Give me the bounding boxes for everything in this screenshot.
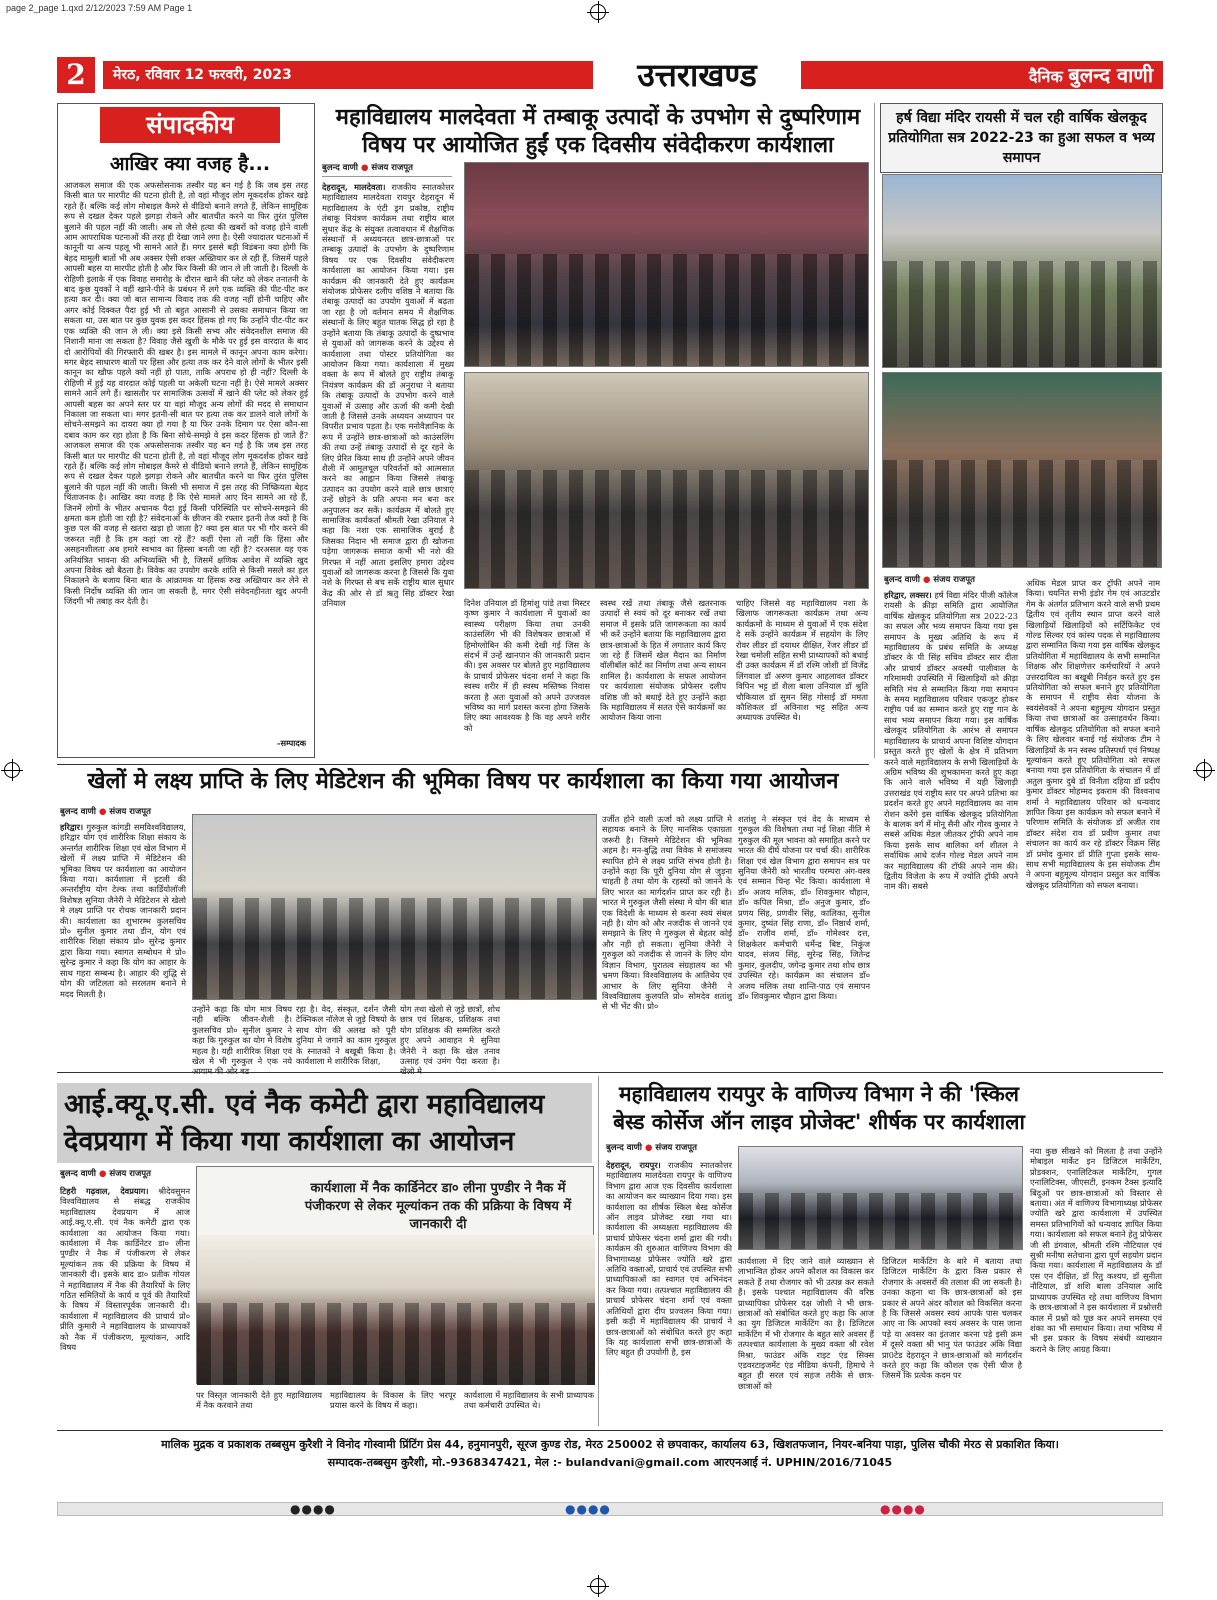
story3-headline: खेलों मे लक्ष्य प्राप्ति के लिए मेडिटेशन की भूमिका विषय पर कार्यशाला का किया गया आयोजन	[87, 769, 839, 794]
story1-headline: महाविद्यालय मालदेवता में तम्बाकू उत्पादों के उपभोग से दुष्परिणाम विषय पर आयोजित हुईं एक दिवसीय संवेदीकरण कार्यशाला	[335, 105, 861, 158]
story1-photo-students	[464, 372, 869, 589]
story5-column-1	[606, 1160, 732, 1426]
dateline-banner: मेरठ, रविवार 12 फरवरी, 2023	[103, 61, 593, 89]
story5-dateline: देहरादून, रायपुर।	[606, 1160, 661, 1170]
bullet-icon: ●	[98, 807, 107, 817]
imprint-line-1: मालिक मुद्रक व प्रकाशक तब्बसुम कुरैशी ने विनोद गोस्वामी प्रिंटिंग प्रेस 44, हनुमानपुरी, सूरज कुण्ड रोड, मेरठ 250002 से छपवाकर, कार्यालय 63, खिशतफजान, नियर-बनिया पाड़ा, पुलिस चौकी मेरठ से प्रकाशित किया।	[161, 1438, 1059, 1451]
story4-column-2: पर विस्तृत जानकारी देते हुए महाविद्यालय में नैक करवाने तथा	[196, 1390, 322, 1411]
story5-headline: महाविद्यालय रायपुर के वाणिज्य विभाग ने की 'स्किल बेस्ड कोर्सेज ऑन लाइव प्रोजेक्ट' शीर्षक पर कार्यशाला	[613, 1082, 1025, 1134]
page-number: 2	[57, 57, 95, 93]
color-dots-icon: ●●●●	[880, 1502, 926, 1516]
story4-column-1	[60, 1186, 190, 1422]
story1-dateline: देहरादून, मालदेवता।	[322, 182, 386, 192]
section-title: उत्तराखण्ड	[637, 56, 757, 94]
story4-byline	[60, 1168, 151, 1179]
story5-column-4: नया कुछ सीखने को मिलता है तथा उन्होंने मोबाइल मार्केट इन डिजिटल मार्केटिंग, प्रोडक्शन, एनालिटिकल मार्केटिंग, गुगल एनालिटिक्स, जीएसटी, इनकम टैक्स इत्यादि बिंदुओं पर छात्र-छात्राओं को विस्तार से बताया। अंत में वाणिज्य विभागाध्यक्ष प्रोफेसर ज्योति खरे द्वारा कार्यशाला में उपस्थित समस्त प्रतिभागियों को धन्यवाद ज्ञापित किया गया। कार्यशाला को सफल बनाने हेतु प्रोफेसर जी सी डंगवाल, श्रीमती रश्मि नौटियाल एवं सुश्री मनीषा सतेचाना द्वारा पूर्ण सहयोग प्रदान किया गया। कार्यशाला में महाविद्यालय के डॉ एस एन दीक्षित, डॉ रितु कश्यप, डॉ सुनीता नौटियाल, डॉ शशि बाला उनियाल आदि प्राध्यापक उपस्थित रहे तथा वाणिज्य विभाग के छात्र-छात्राओं ने इस कार्यशाला में प्रश्नोत्तरी काल में प्रश्नों को पूछ कर अपने समस्या एवं शंका का भी समाधान किया। तथा भविष्य में भी इस प्रकार के विषय संबंधी व्याख्यान कराने के लिए आग्रह किया।	[1030, 1146, 1162, 1354]
bullet-icon: ●	[360, 163, 369, 173]
registration-mark-icon	[590, 1578, 606, 1594]
footer-rule	[57, 1430, 1163, 1431]
column-rule	[874, 103, 875, 758]
imprint-footer	[57, 1432, 1163, 1478]
paper-prefix: दैनिक	[1028, 67, 1063, 86]
byline-author: संजय राजपूत	[655, 1143, 697, 1153]
story3-byline	[60, 806, 151, 817]
story2-column-2: अधिक मेडल प्राप्त कर ट्रॉफी अपने नाम किया। चयनित सभी इंडोर गेम एवं आउटडोर गेम के अंतर्गत प्रतिभाग करने वाले सभी प्रथम द्वितीय एवं तृतीय स्थान प्राप्त करने वाले खिलाड़ियों खिलाड़ियों को सर्टिफिकेट एवं गोल्ड सिल्वर एवं कांस्य पदक से महाविद्यालय द्वारा सम्मानित किया गया इस वार्षिक खेलकूद प्रतियोगिता में महाविद्यालय के सभी सम्मानित शिक्षक और शिक्षणेत्तर कर्मचारियों ने अपने उत्तरदायित्व का बखूबी निर्वहन करते हुए इस प्रतियोगिता को सफल बनाने हुए प्रतियोगिता के समापन में राष्ट्रीय सेवा योजना के स्वयंसेवकों ने अपना बहुमूल्य योगदान प्रस्तुत किया तथा छात्राओं का उत्साहवर्धन किया। वार्षिक खेलकूद प्रतियोगिता को सफल बनाने के लिए खेलवार बनाई गई संयोजक टीम ने खिलाड़ियों के मन स्वस्थ प्रतिस्पर्धा एवं निष्पक्ष मूल्यांकन करते हुए प्रतियोगिता को सफल बनाया गया इस प्रतियोगिता के संचालन में डॉ अतुल कुमार दुबे डॉ विनीता दहिया डॉ प्रदीप कुमार डॉक्टर मोहम्मद इकराम की विश्वनाथ शर्मा ने महाविद्यालय परिवार को धन्यवाद ज्ञापित किया इस कार्यक्रम को सफल बनाने में परिणाम समिति के संयोजक डॉ अजीत राव डॉक्टर संदेश राव डॉ प्रवीण कुमार तथा संचालन का कार्य कर रहे डॉक्टर विक्रम सिंह डॉ प्रमोद कुमार डॉ प्रीति गुप्ता इसके साथ-साथ सभी महाविद्यालय के इस संयोजक टीम ने अपना बहुमूल्य योगदान प्रस्तुत कर वार्षिक खेलकूद प्रतियोगिता को सफल बनाया।	[1026, 578, 1160, 890]
story3-column-6: शतांशु ने संस्कृत एवं वेद के माध्यम से गुरुकुल की विशेषता तथा नई शिक्षा नीति मे गुरुकुल की मूल भावना को समाहित करने पर भारत की दीर्घ योजना पर चर्चा की। शारीरिक शिक्षा एवं खेल विभाग द्वारा समापन सत्र पर सुनिया जैनेरी को भारतीय परम्परा अंग-वस्त्र एवं सम्मान चिन्ह भेंट किया। कार्यशाला मे डॉ० अजय मलिक, डॉ० शिवकुमार चौहान, डॉ० कपिल मिश्रा, डॉ० अनुज कुमार, डॉ० प्रणय सिंह, प्रणवीर सिंह, कालिका, सुनील कुमार, दुष्यंत सिंह राणा, डॉ० निष्ठार्थ शर्मा, डॉ० राजीव शर्मा, डॉ० गोमेश्वर दत्त, शिक्षकेतर कर्मचारी धर्मेन्द्र बिष्ट, निकुंज यादव, संजय सिंह, सुरेन्द्र सिंह, जितेन्द्र कुमार, कुलदीप, जगेन्द्र कुमार तथा शोध छात्र उपस्थित रहे। कार्यक्रम का संचालन डॉ० अजय मलिक तथा शान्ति-पाठ एवं समापन डॉ० शिवकुमार चौहान द्वारा किया।	[738, 814, 870, 1001]
byline-paper: बुलन्द वाणी	[322, 163, 358, 173]
story1-text-1: राजकीय स्नातकोत्तर महाविद्यालय मालदेवता रायपुर देहरादून में महाविद्यालय के एंटी ड्रग प्रकोष्ठ, राष्ट्रीय तंबाकू नियंत्रण कार्यक्रम तथा राष्ट्रीय बाल सुधार केंद्र के संयुक्त तत्वावधान में शैक्षणिक संस्थानों में अध्ययनरत छात्र-छात्राओं पर तम्बाकू उत्पादों के उपभोग के दुष्परिणाम विषय पर एक दिवसीय संवेदीकरण कार्यशाला का आयोजन किया गया। इस कार्यक्रम की जानकारी देते हुए कार्यक्रम संयोजक प्रोफेसर दलीप वशिष्ठ ने बताया कि तंबाकू उत्पादों का उपयोग युवाओं में बढ़ता जा रहा है जो वर्तमान समय में शैक्षणिक संस्थानों के लिए बहुत घातक सिद्ध हो रहा है उन्होंने बताया कि तंबाकू उत्पादों के दुष्प्रभाव से युवाओं को जागरूक करने के उद्देश्य से कार्यशाला तथा पोस्टर प्रतियोगिता का आयोजन किया गया। कार्यशाला में मुख्य वक्ता के रूप में बोलते हुए राष्ट्रीय तंबाकू नियंत्रण कार्यक्रम की डॉ अनुराधा ने बताया कि तंबाकू उत्पादों के उपभोग करने वाले युवाओं में उत्साह और ऊर्जा की कमी देखी जाती है जिससे उनके अध्ययन अध्यापन पर विपरीत प्रभाव पड़ता है। एक मनोवैज्ञानिक के रूप में उन्होंने छात्र-छात्राओं को काउंसलिंग की तथा उन्हें तंबाकू उत्पादों से दूर रहने के लिए प्रेरित किया साथ ही उन्होंने अपने जीवन शैली में आमूलचूल परिवर्तनों को आत्मसात करने का आह्वान किया जिससे तंबाकू उत्पादन का उपयोग करने वाले छात्र छात्राएं उन्हें छोड़ने के प्रति अपना मन बना कर अनुपालन कर सकें। कार्यक्रम में बोलते हुए सामाजिक कार्यकर्ता श्रीमती रेखा उनियाल ने कहा कि नशा एक सामाजिक बुराई है जिसका निदान भी समाज द्वारा ही खोजना पड़ेगा जागरूक समाज कभी भी नशे की गिरफ्त में नहीं आता इसलिए हमारा उद्देश्य युवाओं को जागरूक करना है जिससे कि युवा नशे के गिरफ्त से बच सकें राष्ट्रीय बाल सुधार केंद्र की ओर से डॉ ऋतु सिंह डॉक्टर रेखा उनियाल	[322, 182, 454, 609]
story3-text-1: गुरुकुल कांगड़ी समविश्वविद्यालय, हरिद्वार योग एवं शारीरिक शिक्षा संकाय के अन्तर्गत शारीरिक शिक्षा एवं खेल विभाग में खेलों में लक्ष्य प्राप्ति में मेडिटेशन की भूमिका विषय पर कार्यशाला का आयोजन किया गया। कार्यशाला में इटली की अन्तर्राष्ट्रीय योग टेल्क तथा कार्डियोलॉजी विशेषज्ञ सुनिया जैनेरी ने मेडिटेशन से खेलो मे लक्ष्य प्राप्ति पर रोचक जानकारी प्रदान की। कार्यशाला का शुभारम्भ कुलसचिव प्रो० सुनील कुमार तथा डीन, योग एवं शारीरिक शिक्षा संकाय प्रो० सुरेन्द्र कुमार द्वारा किया गया। स्वागत सम्बोधन मे प्रो० सुरेन्द्र कुमार ने कहा कि योग का आहार के साथ गहरा सम्बन्ध है। आहार की शुद्धि से योग की जटिलता को सरलतम बनाने मे मदद मिलती है।	[60, 822, 186, 999]
story3-column-4: योग तथा खेलो से जुड़े छात्रों, शोध छात्र एवं शिक्षक, प्रशिक्षक तथा योग प्रशिक्षक की सम्मलित करते हुए अपने आवाहन मे सुनिया जैनेरी ने कहा कि खेल तनाव उत्साह एवं उमंग पैदा करता है।	[400, 1004, 500, 1067]
registration-mark-icon	[590, 4, 606, 20]
story2-column-1	[884, 590, 1018, 1060]
story1-column-4: चाहिए जिससे वह महाविद्यालय नशा के खिलाफ जागरूकता कार्यक्रम तथा अन्य कार्यक्रमों के माध्यम से युवाओं में एक संदेश दे सकें उन्होंने कार्यक्रम में सहयोग के लिए रोवर लीडर डॉ दयाधर दीक्षित, रेंजर लीडर डॉ रेखा चमोली सहित सभी प्राध्यापकों को बधाई दी उक्त कार्यक्रम में डॉ रश्मि जोशी डॉ विजेंद्र लिंगवाल डॉ अरुण कुमार आहलावत डॉक्टर विपिन भट्ट डॉ शैला बाला उनियाल डॉ श्रुति चौकियाल डॉ सुमन सिंह गोसाईं डॉ ममता कौशिकल डॉ अविनाश भट्ट सहित अन्य अध्यापक उपस्थित थे।	[736, 598, 868, 723]
story5-column-3: डिजिटल मार्केटिंग के बारे में बताया तथा डिजिटल मार्केटिंग के द्वारा किस प्रकार से रोजगार के अवसरों की तलाश की जा सकती है। उनका कहना था कि छात्र-छात्राओं को इस प्रकार से अपने अंदर कौशल को विकसित करना है कि जिससे अवसर स्वयं आपके पास चलकर आए ना कि आपको स्वयं अवसर के पास जाना पड़े या अवसर का इंतजार करना पड़े इसी क्रम में दूसरे वक्ता श्री भानु पंत फाउंडर अंकि विद्या प्रा0टेड देहरादून ने छात्र-छात्राओं को मार्गदर्शन करते हुए कहा कि कौशल एक ऐसी चीज है जिसमें कि प्रत्येक कदम पर	[882, 1256, 1022, 1381]
byline-paper: बुलन्द वाणी	[60, 807, 96, 817]
story4-photo-caption: कार्यशाला में नैक कार्डिनेटर डा० लीना पुण्डीर ने नैक में पंजीकरण से लेकर मूल्यांकन तक की प्रक्रिया के विषय में जानकारी दी	[304, 1181, 572, 1232]
story5-text-1: राजकीय स्नातकोत्तर महाविद्यालय मालदेवता रायपुर के वाणिज्य विभाग द्वारा आज एक दिवसीय कार्यशाला का आयोजन कर व्याख्यान दिया गया। इस कार्यशाला का शीर्षक स्किल बेस्ड कोर्सेज ऑन लाइव प्रोजेक्ट रखा गया था। कार्यशाला की अध्यक्षता महाविद्यालय की प्राचार्य प्रोफेसर चंदना शर्मा द्वारा की गयी। कार्यक्रम की शुरुआत वाणिज्य विभाग की विभागाध्यक्ष प्रोफेसर ज्योति खरे द्वारा अतिथि वक्ताओं, प्राचार्य एवं उपस्थित सभी प्राध्यापिकाओं का स्वागत एवं अभिनंदन कर किया गया। तत्पश्चात महाविद्यालय की प्राचार्य प्रोफेसर चंदना शर्मा एवं वक्ता अतिथियों द्वारा दीप प्रज्वलन किया गया। इसी कड़ी में महाविद्यालय की प्राचार्य ने छात्र-छात्राओं को संबोधित करते हुए कहा कि यह कार्यशाला सभी छात्र-छात्राओं के लिए बहुत ही उपयोगी है, इस	[606, 1160, 732, 1358]
story1-column-2: दिनेश उनियाल डॉ हिमांशु पांडे तथा मिस्टर कृष्ण कुमार ने कार्यशाला में युवाओं का स्वास्थ्य परीक्षण किया तथा उनकी काउंसलिंग भी की विशेषकर छात्राओं में हिमोग्लोबिन की कमी देखी गई जिस के संदर्भ में उन्हें खानपान की जानकारी प्रदान की। इस अवसर पर बोलते हुए महाविद्यालय के प्राचार्य प्रोफेसर चंदना शर्मा ने कहा कि स्वस्थ शरीर में ही स्वस्थ मस्तिष्क निवास करता है अतः युवाओं को अपने उज्जवल भविष्य का मार्ग प्रशस्त करना होगा जिसके लिए क्या आवश्यक है कि वह अपने शरीर को	[464, 598, 590, 733]
column-rule	[598, 1076, 599, 1426]
story1-column-3: स्वस्थ रखें तथा तंबाकू जैसे खतरनाक उत्पादों से स्वयं को दूर बनाकर रखें तथा समाज में इसके प्रति जागरूकता का कार्य भी करें उन्होंने बताया कि महाविद्यालय द्वारा छात्र-छात्राओं के हित में लगातार कार्य किए जा रहे हैं जिसमें खेल मैदान का निर्माण वॉलीबॉल कोर्ट का निर्माण तथा अन्य साधन शामिल है। कार्यशाला के सफल आयोजन पर कार्यशाला संयोजक प्रोफेसर दलीप वशिष्ठ जी को बधाई देते हुए उन्होंने कहा कि महाविद्यालय में सतत ऐसे कार्यक्रमों का आयोजन किया जाना	[600, 598, 726, 723]
story1-column-1	[322, 182, 454, 609]
story3-photo-workshop	[192, 814, 597, 1000]
byline-paper: बुलन्द वाणी	[606, 1143, 642, 1153]
story2-byline	[884, 574, 975, 585]
story2-headline: हर्ष विद्या मंदिर रायसी में चल रही वार्षिक खेलकूद प्रतियोगिता सत्र 2022-23 का हुआ सफल व भव्य समापन	[888, 110, 1155, 166]
byline-author: संजय राजपूत	[109, 1169, 151, 1179]
paper-masthead	[801, 61, 1163, 89]
story3-column-5: उर्जीत होने वाली ऊर्जा को लक्ष्य प्राप्ति मे सहायक बनाने के लिए मानसिक एकाग्रता जरूरी है। जिसमे मेडिटेशन की भूमिका अहम है। मन-बुद्धि तथा विवेक मे समांजस्य स्थापित होने से लक्ष्य प्राप्ति संभव होती है। उन्होंने कहा कि पूरी दुनिया योग से जुड़ना चाहती है तथा योग के रहस्यों को जानने के लिए भारत का मार्गदर्शन प्राप्त कर रही है। भारत मे गुरुकुल जैसी संस्था मे योग की बात एक विदेशी के माध्यम से करना स्वयं संबल नही है। योग को और नजदीक से जानने एवं समझाने के लिए मे गुरुकुल से बेहतर कोई और नही हो सकता। सुनिया जैनेरी ने गुरुकुल को नजदीक से जानने के लिए योग विज्ञान विभाग, पुरातत्व संग्रहालय का भी भ्रमण किया। विश्वविद्यालय के आतिथेय एवं आभार के लिए सुनिया जैनेरी ने विश्वविद्यालय कुलपति प्रो० सोमदेव शतांशु से भी भेंट की। प्रो०	[602, 814, 732, 1012]
story2-dateline: हरिद्वार, लक्सर।	[884, 590, 932, 600]
story4-headline: आई.क्यू.ए.सी. एवं नैक कमेटी द्वारा महाविद्यालय देवप्रयाग में किया गया कार्यशाला का आयोजन	[64, 1089, 545, 1157]
bullet-icon: ●	[644, 1143, 653, 1153]
story4-dateline: टिहरी गढ़वाल, देवप्रयाग।	[60, 1186, 149, 1196]
editorial-body: आजकल समाज की एक अफसोसनाक तस्वीर यह बन गई है कि जब इस तरह किसी बात पर मारपीट की घटना होती है, तो वहां मौजूद लोग मूकदर्शक होकर खड़े रहते हैं। बल्कि कई लोग मोबाइल कैमरे से वीडियो बनाने लगते हैं, लेकिन सामूहिक रूप से दखल देकर पहले झगड़ा रोकने और बातचीत करने या फिर तुरंत पुलिस बुलाने की पहल नहीं की जाती। अब तो जैसे हत्या की खबरों को वजह होने वाली आम आपराधिक घटनाओं की तरह ही देखा जाने लगा है। ऐसी ज्यादातर घटनाओं में कानूनी या अन्य पहलू भी सामने आते हैं। मगर इससे बड़ी विडंबना क्या होगी कि बेहद मामूली बातों भी अब अक्सर ऐसी शक्ल अख्तियार कर ले रही हैं, जिसमें पहले आपसी बहस या मारपीट होती है और फिर किसी की जान ले ली जाती है। दिल्ली के रोहिणी इलाके में एक विवाह समारोह के दौरान खाने की प्लेट को लेकर तनातनी के बाद कुछ युवकों ने वहीं खाने-पीने के प्रबंधन में लगे एक व्यक्ति की पीट-पीट कर हत्या कर दी। क्या जो बात सामान्य विवाद तक की वजह नहीं होनी चाहिए और अगर कोई दिक्कत पैदा हुई भी तो बहुत आसानी से उसका समाधान किया जा सकता था, उस बात पर कुछ युवक इस कदर हिंसक हो गए कि उन्होंने पीट-पीट कर एक व्यक्ति की जान ले ली। क्या इसे किसी सभ्य और संवेदनशील समाज की निशानी माना जा सकता है? विवाह जैसे खुशी के मौके पर हुई इस वारदात के बाद दो आरोपियों की गिरफ्तारी की खबर है। इस मामले में कानून अपना काम करेगा। मगर बेहद साधारण बातों पर हिंसा और हत्या तक कर देने वाले लोगों के भीतर इसी कानून का खौफ पहले क्यों नहीं हो पाता, ताकि अपराध हो ही नहीं? दिल्ली के रोहिणी में हुई यह वारदात कोई पहली या अकेली घटना नहीं है। ऐसे मामले अक्सर सामने आने लगे हैं। खासतौर पर सामाजिक उत्सवों में खाने की प्लेट को लेकर हुई आपसी बहस का अपने स्तर पर या वहां मौजूद अन्य लोगों की मदद से समाधान निकाला जा सकता था। मगर इतनी-सी बात पर हत्या तक कर डालने वाले लोगों के सोचने-समझने का दायरा क्या हो गया है या फिर उनके दिमाग पर ऐसा कौन-सा दबाव काम कर रहा होता है कि बिना सोचे-समझे वे इस कदर हिंसक हो जाते हैं? आजकल समाज की एक अफसोसनाक तस्वीर यह बन गई है कि जब इस तरह किसी बात पर मारपीट की घटना होती है, तो वहां मौजूद लोग मूकदर्शक होकर खड़े रहते हैं। बल्कि कई लोग मोबाइल कैमरे से वीडियो बनाने लगते हैं, लेकिन सामूहिक रूप से दखल देकर पहले झगड़ा रोकने और बातचीत करने या फिर तुरंत पुलिस बुलाने की पहल नहीं की जाती। किसी भी समाज में इस तरह की निष्क्रियता बेहद चिंताजनक है। आखिर क्या वजह है कि ऐसे मामले आए दिन सामने आ रहे हैं, जिनमें लोगों के भीतर अचानक पैदा हुई किसी परिस्थिति पर सोचने-समझने की क्षमता कम होती जा रही है? संवेदनाओं के छीजन की रफ्तार इतनी तेज क्यों है कि कुछ पल की वजह से खतरा खड़ा हो जाता है? क्या इस बात पर भी गौर करने की जरूरत नहीं है कि हम कहां जा रहे हैं? कहीं ऐसा तो नहीं कि हिंसा और असहनशीलता अब हमारे स्वभाव का हिस्सा बनती जा रही है? दरअसल यह एक अनियंत्रित भावना की अभिव्यक्ति भी है, जिसमें क्षणिक आवेश में व्यक्ति खुद अपना विवेक खो बैठता है। विवेक का उपयोग करके शांति से किसी मसले का हल निकालने के बजाय बिना बात के आक्रामक या हिंसक रुख अख्तियार कर लेने से किसी निर्दोष व्यक्ति की जान जा सकती है, मगर ऐसी संवेदनहीनता खुद अपनी जिंदगी भी तबाह कर देती है।	[64, 180, 308, 607]
story5-photo-speaker	[738, 1146, 1023, 1250]
byline-author: संजय राजपूत	[109, 807, 151, 817]
story4-column-3: महाविद्यालय के विकास के लिए भरपूर प्रयास करने के विषय में कहा।	[330, 1390, 456, 1411]
registration-mark-icon	[4, 762, 20, 778]
bullet-icon: ●	[98, 1169, 107, 1179]
story2-photo-ceremony	[882, 174, 1162, 368]
story4-column-4: कार्यशाला में महाविद्यालय के सभी प्राध्यापक तथा कर्मचारी उपस्थित थे।	[464, 1390, 594, 1411]
story4-text-1: श्रीदेवसुमन विश्वविद्यालय से संबद्ध राजकीय महाविद्यालय देवप्रयाग में आज आई.क्यू.ए.सी. एवं नैक कमेटी द्वारा एक कार्यशाला का आयोजन किया गया। कार्यशाला में नैक कार्डिनेटर डा० लीना पुण्डीर ने नैक में पंजीकरण से लेकर मूल्यांकन तक की प्रक्रिया के विषय में जानकारी दी। इसके बाद डा० प्रतीक गोयल ने महाविद्यालय में नैक की तैयारियों के लिए गठित समितियों के कार्य व पूर्व की तैयारियों के विषय में विस्तारपूर्वक जानकारी दी। कार्यशाला में महाविद्यालय की प्राचार्य प्रो० प्रीति कुमारी ने महाविद्यालय के प्राध्यापकों को नैक में पंजीकरण, मूल्यांकन, आदि विषय	[60, 1186, 190, 1353]
byline-author: संजय राजपूत	[371, 163, 413, 173]
story5-byline	[606, 1142, 697, 1153]
story3-column-1	[60, 822, 186, 1062]
byline-paper: बुलन्द वाणी	[60, 1169, 96, 1179]
page-header	[57, 57, 1163, 93]
paper-name: बुलन्द वाणी	[1068, 63, 1153, 87]
story3-dateline: हरिद्वार।	[60, 822, 84, 832]
color-dots-icon: ●●●●	[290, 1502, 336, 1516]
section-rule	[57, 764, 869, 765]
story2-text-1: हर्ष विद्या मंदिर पीजी कॉलेज रायसी के क्रीड़ा समिति द्वारा आयोजित वार्षिक खेलकूद प्रतियोगिता सत्र 2022-23 का सफल और भव्य समापन किया गया इस समापन के मुख्य अतिथि के रूप में महाविद्यालय के प्रबंध समिति के अध्यक्ष डॉक्टर के पी सिंह सचिव डॉक्टर सार दीता और प्राचार्य डॉक्टर अवस्थी पालीवाल के गरिमामयी उपस्थिति में खिलाड़ियों को क्रीड़ा समिति मंच से सम्मानित किया गया समापन के समय महाविद्यालय परिवार एकजुट होकर राष्ट्रीय पर्व का सम्मान करते हुए राष्ट्र गान के साथ भव्य समापन किया गया। इस वार्षिक खेलकूद प्रतियोगिता के आरंभ से समापन महाविद्यालय के प्राचार्य अपना विशिष्ट योगदान प्रस्तुत करते हुए खेलों के क्षेत्र में प्रतिभाग करने वाले महाविद्यालय के सभी खिलाड़ियों के अग्रिम भविष्य की शुभकामना करते हुए कहा कि आने वाले भविष्य में यही खिलाड़ी उत्तराखंड एवं राष्ट्रीय स्तर पर अपने प्रतिभा का प्रदर्शन करते हुए अपने महाविद्यालय का नाम रोशन करेंगे इस वार्षिक खेलकूद प्रतियोगिता के बालक वर्ग में मोनू सैनी और गौरव कुमार ने सबसे अधिक मेडल जीतकर ट्रॉफी अपने नाम किया इसके साथ बालिका वर्ग शीतल ने सर्वाधिक आधे दर्जन गोल्ड मेडल अपने नाम कर महाविद्यालय की टॉफी अपने नाम की। द्वितीय विजेता के रूप में ज्योति ट्रॉफी अपने नाम की। सबसे	[884, 590, 1018, 892]
editorial-label: संपादकीय	[100, 107, 280, 143]
byline-author: संजय राजपूत	[933, 575, 975, 585]
section-rule	[57, 1072, 1163, 1073]
editorial-headline: आखिर क्या वजह है...	[109, 153, 271, 175]
byline-rule	[322, 176, 452, 177]
story1-byline	[322, 162, 413, 173]
registration-mark-icon	[1196, 762, 1212, 778]
story2-photo-winners	[882, 372, 1162, 568]
story1-photo-group	[464, 162, 869, 367]
imprint-line-2: सम्पादक-तब्बसुम कुरैशी, मो.-9368347421, मेल :- bulandvani@gmail.com आरएनआई नं. UPHIN/2016/71045	[327, 1456, 893, 1469]
file-slug: page 2_page 1.qxd 2/12/2023 7:59 AM Page 1	[6, 3, 193, 13]
editorial-signoff: -सम्पादक	[277, 738, 306, 748]
story3-column-3: रहा है। वेद, संस्कृत, दर्शन जैसी टेक्निकल नॉलेज से जुड़े विषयो के साथ योग की अलख को पूरी दुनिया मे जगाने का काम गुरुकुल के स्नातकों ने बखूबी किया है। कार्यशाला मे शारीरिक शिक्षा,	[296, 1004, 396, 1067]
byline-paper: बुलन्द वाणी	[884, 575, 920, 585]
story5-column-2: कार्यशाला में दिए जाने वाले व्याख्यान से लाभान्वित होकर अपने कौशल का विकास कर सकते हैं तथा रोजगार को भी उत्पन्न कर सकते हैं। इसके पश्चात महाविद्यालय की वरिष्ठ प्राध्यापिका प्रोफेसर दक्ष जोशी ने भी छात्र-छात्राओं को संबोधित करते हुए कहा कि आज का युग डिजिटल मार्केटिंग का है। डिजिटल मार्केटिंग में भी रोजगार के बहुत सारे अवसर हैं तत्पश्चात कार्यशाला के मुख्य वक्ता श्री रवेश मिश्रा, फाउंडर अंकि राइट एंड सिक्स एडवरटाइजमेंट एंड मीडिया कंपनी, हिमाचे ने बहुत ही सरल एवं सहज तरीके से छात्र-छात्राओं को	[738, 1256, 874, 1391]
story3-column-2: उन्होंने कहा कि योग मात्र विषय नही बल्कि जीवन-शैली है। कुलसचिव प्रो० सुनील कुमार ने कहा कि गुरुकुल का योग मे विशेष महत्व है। यही शारीरिक शिक्षा एवं खेल मे भी गुरुकुल ने एक नये	[192, 1004, 292, 1067]
color-dots-icon: ●●●●	[565, 1502, 611, 1516]
bullet-icon: ●	[922, 575, 931, 585]
